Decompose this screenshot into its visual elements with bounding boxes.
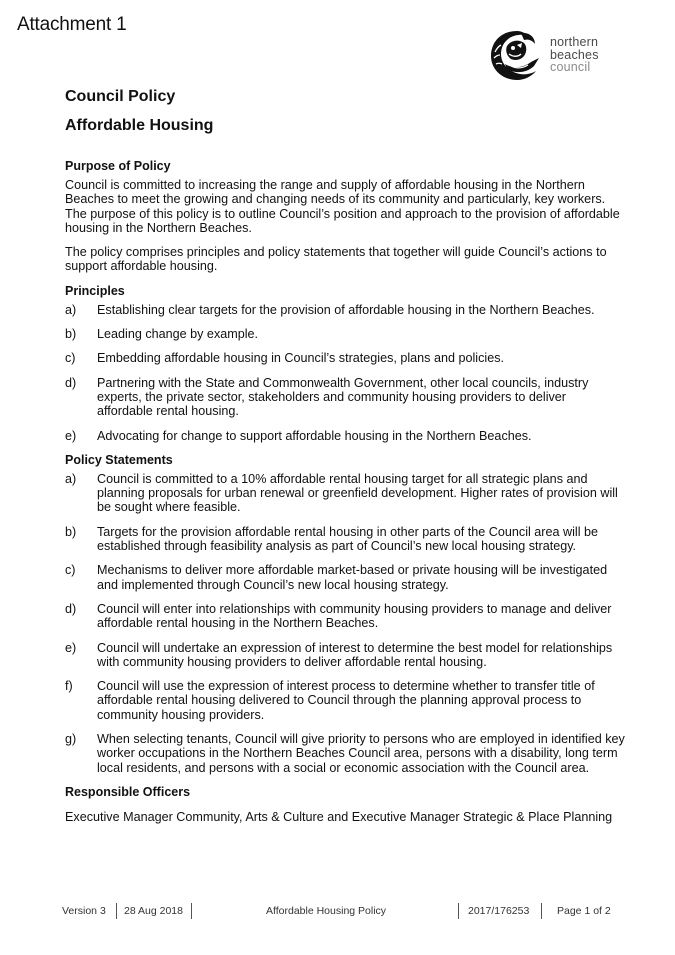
council-logo xyxy=(487,27,627,83)
responsible-officers-heading: Responsible Officers xyxy=(65,784,191,799)
list-marker: b) xyxy=(65,524,77,539)
list-item-text: Advocating for change to support affordable housing in the Northern Beaches. xyxy=(97,428,532,443)
list-marker: d) xyxy=(65,375,77,390)
list-marker: g) xyxy=(65,732,77,747)
responsible-officers-section xyxy=(65,784,625,824)
list-item xyxy=(65,602,625,631)
policy-statements-heading: Policy Statements xyxy=(65,452,173,467)
attachment-label: Attachment 1 xyxy=(17,14,127,35)
list-item xyxy=(65,429,625,443)
list-marker: e) xyxy=(65,640,77,655)
footer-date: 28 Aug 2018 xyxy=(124,905,183,917)
document-subtitle: Affordable Housing xyxy=(65,117,214,134)
logo-line-beaches: beaches xyxy=(550,47,599,62)
policy-document xyxy=(65,86,625,824)
list-item-text: Establishing clear targets for the provision of affordable housing in the Northern Beaches. xyxy=(97,302,595,317)
list-item-text: When selecting tenants, Council will give priority to persons who are employed in identified key worker occupations in the Northern Beaches Council area, persons with a disability, long term local residents, and persons with a social or economic association with the Council area. xyxy=(97,732,625,775)
list-marker: d) xyxy=(65,601,77,616)
footer-divider xyxy=(191,903,192,919)
list-marker: a) xyxy=(65,471,77,486)
policy-statements-section xyxy=(65,452,625,775)
footer-version: Version 3 xyxy=(62,905,106,917)
page-footer xyxy=(0,903,675,921)
footer-document-title: Affordable Housing Policy xyxy=(266,905,387,917)
purpose-heading: Purpose of Policy xyxy=(65,159,171,173)
principles-list xyxy=(65,303,625,443)
logo-line-council: council xyxy=(550,60,591,75)
purpose-paragraph: Council is committed to increasing the range and supply of affordable housing in the Northern Beaches to meet the growing and changing needs of its community and particularly, key workers. The purpose of this policy is to outline Council’s position and approach to the provision of affordable housing in the Northern Beaches. xyxy=(65,178,620,235)
list-item-text: Targets for the provision affordable rental housing in other parts of the Council area will be established through feasibility analysis as part of Council’s new local housing strategy. xyxy=(97,524,599,554)
list-item-text: Leading change by example. xyxy=(97,327,259,342)
list-item-text: Council will undertake an expression of interest to determine the best model for relationships with community housing providers to deliver affordable rental housing. xyxy=(97,640,613,669)
principles-section xyxy=(65,283,625,443)
list-item xyxy=(65,327,625,341)
list-item xyxy=(65,351,625,365)
list-item xyxy=(65,525,625,554)
principles-heading: Principles xyxy=(65,283,125,298)
footer-page-number: Page 1 of 2 xyxy=(557,905,611,917)
responsible-officers-text: Executive Manager Community, Arts & Culture and Executive Manager Strategic & Place Planning xyxy=(65,809,613,824)
purpose-section xyxy=(65,158,625,274)
document-title: Council Policy xyxy=(65,88,176,105)
footer-divider xyxy=(541,903,542,919)
list-marker: c) xyxy=(65,563,76,578)
list-item-text: Council is committed to a 10% affordable rental housing target for all strategic plans and planning proposals for urban renewal or greenfield development. Higher rates of provision will be sought where feasible. xyxy=(97,471,618,515)
footer-divider xyxy=(458,903,459,919)
list-marker: b) xyxy=(65,327,77,342)
list-item-text: Council will use the expression of interest process to determine whether to transfer title of affordable rental housing delivered to Council through the planning approval process to community housing providers. xyxy=(97,679,595,722)
list-marker: a) xyxy=(65,302,77,317)
logo-wordmark xyxy=(550,36,599,74)
policy-statements-list xyxy=(65,472,625,775)
list-item-text: Embedding affordable housing in Council’s strategies, plans and policies. xyxy=(97,351,504,366)
list-item xyxy=(65,376,625,419)
purpose-paragraph: The policy comprises principles and policy statements that together will guide Council’s actions to support affordable housing. xyxy=(65,245,607,274)
list-marker: f) xyxy=(65,679,73,694)
footer-divider xyxy=(116,903,117,919)
logo-line-northern: northern xyxy=(550,35,599,50)
list-item xyxy=(65,679,625,722)
list-marker: c) xyxy=(65,351,76,366)
list-item xyxy=(65,303,625,317)
list-item xyxy=(65,472,625,515)
footer-reference-number: 2017/176253 xyxy=(468,905,530,917)
list-item xyxy=(65,563,625,592)
list-marker: e) xyxy=(65,428,77,443)
list-item-text: Council will enter into relationships with community housing providers to manage and deliver affordable rental housing in the Northern Beaches. xyxy=(97,601,612,631)
northern-beaches-emblem-icon xyxy=(487,28,547,82)
list-item xyxy=(65,641,625,670)
list-item-text: Mechanisms to deliver more affordable market-based or private housing will be investigated and implemented through Council’s new local housing strategy. xyxy=(97,563,608,592)
list-item-text: Partnering with the State and Commonwealth Government, other local councils, industry experts, the private sector, stakeholders and community housing providers to deliver affordable rental housing. xyxy=(97,375,589,419)
list-item xyxy=(65,732,625,775)
